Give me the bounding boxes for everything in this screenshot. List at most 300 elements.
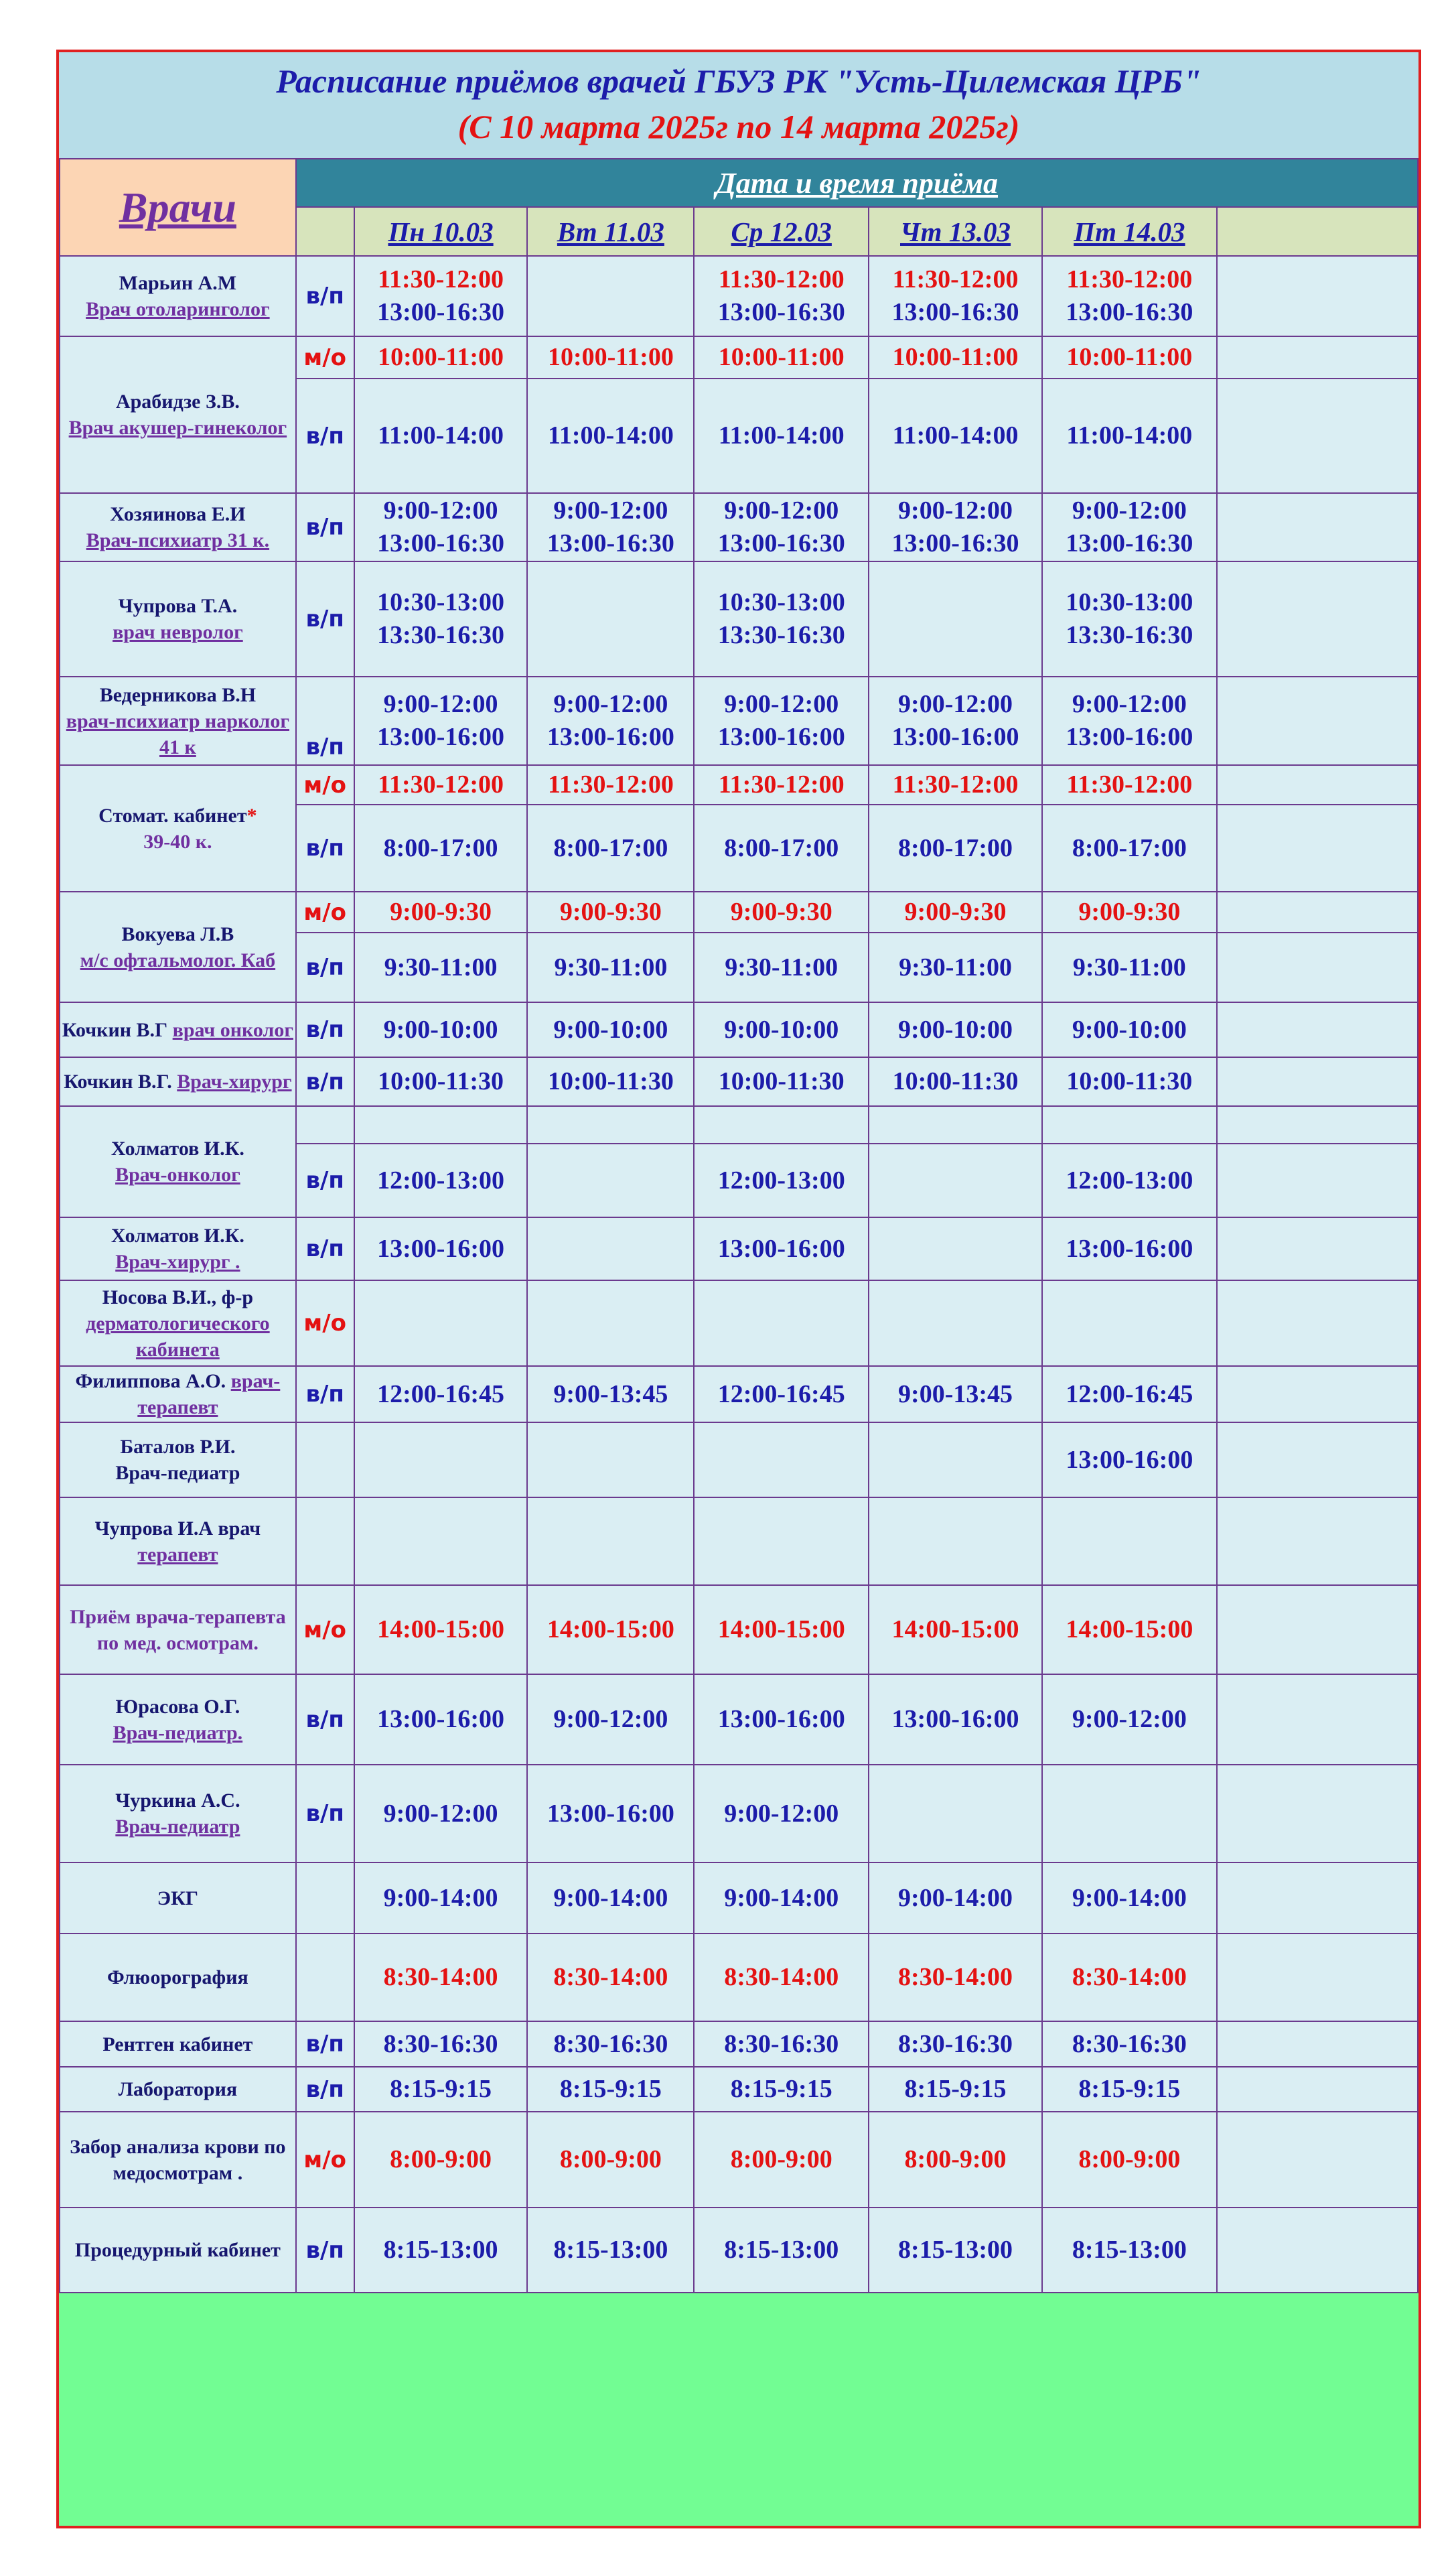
doctor-cell [60,2067,296,2112]
day-header: Чт 13.03 [869,207,1042,256]
visit-type-cell [296,1422,354,1497]
time-slot: 8:15-9:15 [390,2075,492,2104]
time-cell [694,1057,869,1106]
time-slot: 8:15-9:15 [730,2075,832,2104]
time-cell [869,1057,1042,1106]
time-slot: 13:00-16:00 [891,1705,1019,1734]
time-slot: 10:00-11:30 [1066,1067,1193,1096]
time-cell [354,1585,528,1674]
time-slot: 11:00-14:00 [378,421,504,450]
blank-cell [1217,1144,1418,1217]
table-row [60,2208,1418,2293]
visit-type-cell [296,1765,354,1862]
time-slot: 9:00-9:30 [390,898,492,927]
time-slot: 12:00-16:45 [717,1379,845,1408]
time-slot: 13:00-16:00 [547,723,674,751]
time-slot: 8:30-16:30 [898,2029,1013,2058]
time-cell [869,892,1042,933]
doctor-name: Кочкин В.Г [62,1018,168,1041]
visit-type-label: в/п [305,1016,344,1043]
visit-type-cell [296,677,354,765]
visit-type-cell [296,561,354,677]
time-slot: 8:00-9:00 [559,2145,662,2174]
doctor-cell [60,1106,296,1217]
time-slot: 8:00-17:00 [383,833,498,862]
visit-type-cell [296,1674,354,1765]
visit-type-cell [296,1280,354,1366]
time-slot: 13:00-16:00 [1066,723,1193,751]
time-slot: 11:00-14:00 [547,421,674,450]
doctor-name: Холматов И.К. [111,1138,244,1160]
time-cell [527,1497,694,1585]
day-header-blank [1217,207,1418,256]
time-slot: 9:00-10:00 [383,1015,498,1044]
doctor-specialty: терапевт [137,1543,218,1566]
time-slot: 12:00-13:00 [1066,1166,1193,1195]
table-row [60,1585,1418,1674]
time-slot: 9:00-14:00 [553,1883,668,1912]
visit-type-cell [296,1934,354,2021]
time-slot: 9:00-10:00 [553,1015,668,1044]
table-row [60,1366,1418,1422]
dates-header-cell [296,159,1418,207]
blank-cell [1217,1106,1418,1144]
time-slot: 11:30-12:00 [1066,265,1193,294]
visit-type-label: в/п [305,1167,344,1194]
time-slot: 9:30-11:00 [554,953,668,981]
time-cell [694,2021,869,2067]
time-cell [1042,1862,1217,1934]
blank-cell [1217,1674,1418,1765]
time-cell [869,1765,1042,1862]
time-slot: 13:00-16:00 [717,1234,845,1263]
time-cell [694,256,869,336]
doctor-name: Ведерникова В.Н [99,683,257,706]
table-row [60,2021,1418,2067]
time-cell [694,2112,869,2208]
time-slot: 14:00-15:00 [377,1615,505,1644]
doctor-cell [60,1585,296,1674]
time-cell [869,805,1042,892]
doctor-cell [60,256,296,336]
time-cell [527,1862,694,1934]
doctor-specialty: Врач-онколог [115,1164,240,1186]
time-cell [694,1144,869,1217]
page-title: Расписание приёмов врачей ГБУЗ РК "Усть-Цилемская ЦРБ" [276,62,1202,100]
time-slot: 13:00-16:00 [717,1705,845,1734]
time-cell [869,1585,1042,1674]
time-slot: 9:30-11:00 [1072,953,1186,981]
time-cell [354,1422,528,1497]
time-slot: 14:00-15:00 [891,1615,1019,1644]
doctor-cell [60,1497,296,1585]
time-cell [1042,1280,1217,1366]
blank-cell [1217,1862,1418,1934]
schedule-sheet [56,50,1421,2528]
time-cell [354,1057,528,1106]
time-slot: 11:30-12:00 [1066,770,1193,799]
time-cell [1042,1497,1217,1585]
time-slot: 9:00-12:00 [898,496,1013,525]
doctor-specialty: Врач-педиатр [115,1816,240,1838]
time-slot: 11:30-12:00 [718,265,845,294]
time-slot: 9:00-14:00 [1072,1883,1187,1912]
doctor-name: Юрасова О.Г. [115,1695,240,1718]
doctor-specialty: врач онколог [172,1018,293,1041]
time-slot: 13:00-16:00 [377,723,505,751]
doctor-cell [60,561,296,677]
visit-type-label: в/п [305,2076,344,2103]
time-cell [694,1934,869,2021]
time-slot: 8:00-17:00 [724,833,839,862]
time-cell [527,1144,694,1217]
doctor-cell [60,1002,296,1057]
time-slot: 11:30-12:00 [547,770,674,799]
doctor-specialty: м/с офтальмолог. Каб [80,949,276,971]
time-slot: 13:00-16:30 [1066,529,1193,557]
time-slot: 13:30-16:30 [1066,621,1193,649]
time-cell [527,1057,694,1106]
time-slot: 8:30-14:00 [383,1963,498,1992]
blank-cell [1217,1934,1418,2021]
time-slot: 9:00-10:00 [898,1015,1013,1044]
visit-type-cell [296,336,354,379]
time-slot: 13:00-16:30 [377,529,505,557]
blank-cell [1217,561,1418,677]
time-slot: 12:00-16:45 [1066,1379,1193,1408]
blank-cell [1217,1002,1418,1057]
time-cell [694,805,869,892]
doctor-cell [60,2208,296,2293]
time-slot: 9:30-11:00 [899,953,1012,981]
time-cell [354,765,528,805]
time-slot: 13:30-16:30 [717,621,845,649]
time-cell [527,933,694,1002]
visit-type-label: в/п [305,2236,344,2264]
time-slot: 8:00-9:00 [730,2145,832,2174]
doctor-name: Филиппова А.О. [75,1370,226,1392]
doctor-name: Стомат. кабинет [98,804,247,827]
time-slot: 10:00-11:30 [892,1067,1019,1096]
doctor-specialty: врач невролог [113,621,243,643]
table-row [60,1934,1418,2021]
time-slot: 12:00-13:00 [377,1166,505,1195]
time-cell [694,677,869,765]
time-slot: 11:00-14:00 [892,421,1019,450]
time-slot: 9:00-12:00 [553,496,668,525]
time-cell [1042,805,1217,892]
doctor-specialty: врач-терапевт [137,1370,281,1418]
time-slot: 9:00-12:00 [724,1799,839,1828]
time-cell [527,256,694,336]
time-cell [354,805,528,892]
time-cell [694,1497,869,1585]
visit-type-cell [296,2021,354,2067]
time-cell [1042,561,1217,677]
doctors-heading: Врачи [119,183,236,231]
time-cell [1042,1422,1217,1497]
doctor-specialty: дерматологического кабинета [86,1312,270,1361]
doctor-cell [60,1674,296,1765]
time-cell [354,1674,528,1765]
visit-type-cell [296,256,354,336]
doctors-header-cell [60,159,296,256]
time-cell [869,1217,1042,1280]
time-slot: 8:30-16:30 [383,2029,498,2058]
time-cell [869,561,1042,677]
time-cell [354,1497,528,1585]
visit-type-cell [296,1862,354,1934]
time-cell [527,2208,694,2293]
time-cell [694,1765,869,1862]
time-slot: 8:15-9:15 [559,2075,662,2104]
doctor-cell [60,1217,296,1280]
time-cell [694,1674,869,1765]
table-row [60,256,1418,336]
table-row [60,1106,1418,1144]
blank-cell [1217,765,1418,805]
doctor-name: Приём врача-терапевта по мед. осмотрам. [70,1605,286,1654]
visit-type-cell [296,892,354,933]
time-cell [869,2021,1042,2067]
time-cell [1042,336,1217,379]
time-cell [694,2067,869,2112]
time-cell [694,379,869,493]
time-cell [869,2208,1042,2293]
visit-type-cell [296,765,354,805]
time-slot: 13:00-16:30 [891,298,1019,326]
time-slot: 9:00-12:00 [553,1705,668,1734]
time-cell [354,336,528,379]
time-cell [694,892,869,933]
time-slot: 9:00-9:30 [904,898,1007,927]
doctor-name: Кочкин В.Г. [64,1071,172,1093]
visit-type-cell [296,1585,354,1674]
blank-cell [1217,2112,1418,2208]
time-slot: 9:00-12:00 [383,690,498,719]
blank-cell [1217,1366,1418,1422]
time-slot: 8:15-13:00 [1072,2236,1187,2264]
table-row [60,677,1418,765]
visit-type-label: в/п [305,1706,344,1733]
day-header: Ср 12.03 [694,207,869,256]
time-slot: 9:00-10:00 [1072,1015,1187,1044]
time-slot: 8:00-9:00 [390,2145,492,2174]
time-cell [527,805,694,892]
time-cell [354,1862,528,1934]
time-cell [869,256,1042,336]
time-slot: 8:00-9:00 [1078,2145,1181,2174]
time-cell [694,1002,869,1057]
time-slot: 9:00-9:30 [1078,898,1181,927]
visit-type-cell [296,1106,354,1144]
doctor-cell [60,1765,296,1862]
time-slot: 8:00-17:00 [898,833,1013,862]
time-cell [354,892,528,933]
time-cell [869,2112,1042,2208]
doctor-name: ЭКГ [157,1887,198,1909]
time-slot: 11:30-12:00 [892,770,1019,799]
time-slot: 8:15-9:15 [904,2075,1007,2104]
table-row [60,1280,1418,1366]
time-slot: 13:00-16:30 [891,529,1019,557]
time-cell [694,561,869,677]
time-cell [869,336,1042,379]
time-slot: 11:00-14:00 [718,421,845,450]
blank-cell [1217,677,1418,765]
time-slot: 14:00-15:00 [547,1615,674,1644]
time-slot: 9:00-12:00 [898,690,1013,719]
visit-type-label: в/п [305,954,344,981]
time-cell [869,1366,1042,1422]
time-cell [354,1934,528,2021]
time-cell [527,1422,694,1497]
time-slot: 12:00-16:45 [377,1379,505,1408]
doctor-cell [60,1280,296,1366]
time-cell [694,2208,869,2293]
doctor-specialty: Врач-хирург . [115,1251,240,1273]
time-cell [354,493,528,561]
table-row [60,892,1418,933]
visit-type-label: в/п [305,835,344,862]
table-row [60,765,1418,805]
time-slot: 13:00-16:00 [717,723,845,751]
time-cell [527,336,694,379]
time-slot: 9:00-12:00 [724,496,839,525]
time-cell [1042,1106,1217,1144]
doctor-cell [60,2021,296,2067]
time-cell [694,1366,869,1422]
time-cell [527,2021,694,2067]
footnote-mark: * [246,804,257,827]
time-cell [354,1366,528,1422]
table-row [60,1497,1418,1585]
blank-cell [1217,379,1418,493]
doctor-name: Чупрова И.А врач [94,1517,261,1540]
time-cell [869,1674,1042,1765]
doctor-specialty: Врач-педиатр. [113,1721,243,1744]
time-slot: 8:30-14:00 [553,1963,668,1992]
time-cell [869,1144,1042,1217]
table-row [60,493,1418,561]
table-row [60,2067,1418,2112]
table-row [60,2112,1418,2208]
time-slot: 10:30-13:00 [1066,588,1193,617]
room-number: 39-40 к. [143,830,212,853]
visit-type-label: в/п [305,1235,344,1262]
time-cell [1042,256,1217,336]
visit-type-label: в/п [305,1800,344,1827]
time-slot: 8:30-14:00 [898,1963,1013,1992]
doctor-cell [60,1366,296,1422]
visit-type-label: в/п [305,1068,344,1095]
blank-cell [1217,1280,1418,1366]
time-slot: 13:00-16:30 [377,298,505,326]
time-slot: 10:00-11:00 [892,343,1019,372]
visit-type-label: в/п [305,1381,344,1408]
doctor-specialty: Врач отоларинголог [86,298,270,320]
doctor-name: Носова В.И., ф-р [102,1286,254,1308]
visit-type-label: в/п [305,734,344,760]
time-cell [527,493,694,561]
doctor-name: Арабидзе З.В. [115,391,240,413]
blank-cell [1217,892,1418,933]
time-slot: 11:30-12:00 [892,265,1019,294]
table-row [60,1217,1418,1280]
time-cell [527,379,694,493]
time-slot: 10:00-11:30 [547,1067,674,1096]
time-slot: 9:00-12:00 [553,690,668,719]
time-slot: 8:30-14:00 [724,1963,839,1992]
doctor-name: Хозяинова Е.И [110,503,246,525]
time-slot: 13:00-16:00 [1066,1445,1193,1474]
time-slot: 13:00-16:30 [717,529,845,557]
visit-type-cell [296,2067,354,2112]
doctor-specialty: Врач акушер-гинеколог [68,417,287,439]
time-cell [527,1280,694,1366]
time-cell [869,1934,1042,2021]
time-cell [354,1765,528,1862]
time-slot: 10:30-13:00 [377,588,505,617]
doctor-name: Холматов И.К. [111,1225,244,1247]
doctor-name: Чупрова Т.А. [118,595,238,617]
time-slot: 8:30-16:30 [553,2029,668,2058]
time-cell [869,1422,1042,1497]
time-cell [527,561,694,677]
time-cell [869,1280,1042,1366]
time-slot: 10:00-11:00 [547,343,674,372]
time-slot: 8:30-16:30 [1072,2029,1187,2058]
time-cell [1042,2208,1217,2293]
blank-cell [1217,1057,1418,1106]
time-slot: 13:00-16:00 [377,1705,505,1734]
time-cell [1042,379,1217,493]
time-slot: 9:00-13:45 [553,1379,668,1408]
time-cell [1042,1057,1217,1106]
time-cell [527,1585,694,1674]
doctor-name: Чуркина А.С. [115,1789,240,1812]
time-slot: 14:00-15:00 [717,1615,845,1644]
time-slot: 13:00-16:00 [1066,1234,1193,1263]
time-slot: 9:00-10:00 [724,1015,839,1044]
visit-type-cell [296,2208,354,2293]
doctor-cell [60,1057,296,1106]
time-cell [1042,1366,1217,1422]
time-cell [1042,1934,1217,2021]
time-slot: 8:15-9:15 [1078,2075,1181,2104]
time-slot: 11:00-14:00 [1066,421,1193,450]
time-slot: 8:15-13:00 [898,2236,1013,2264]
visit-type-label: м/о [303,771,346,799]
blank-cell [1217,2208,1418,2293]
blank-cell [1217,1765,1418,1862]
doctor-cell [60,1862,296,1934]
doctor-cell [60,892,296,1002]
time-cell [527,1674,694,1765]
time-cell [869,1497,1042,1585]
dates-heading: Дата и время приёма [715,166,999,200]
time-cell [869,1002,1042,1057]
time-cell [1042,493,1217,561]
visit-type-label: м/о [303,2146,346,2173]
time-slot: 9:00-12:00 [724,690,839,719]
time-slot: 9:30-11:00 [384,953,498,981]
time-cell [354,1217,528,1280]
time-cell [354,2021,528,2067]
time-cell [1042,1765,1217,1862]
time-cell [694,1280,869,1366]
time-slot: 9:00-12:00 [1072,690,1187,719]
